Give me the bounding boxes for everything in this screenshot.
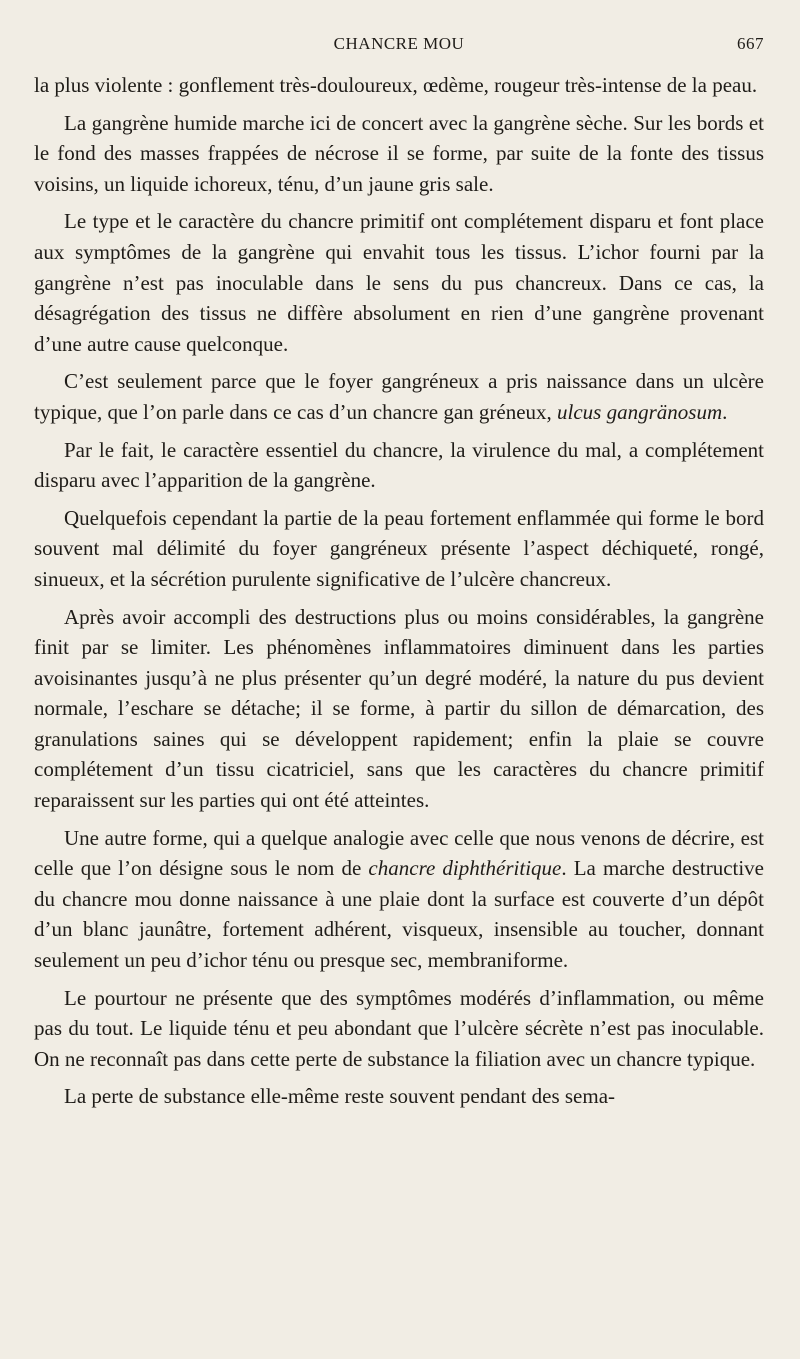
paragraph <box>34 823 764 976</box>
text-run: Après avoir accompli des destructions plus ou moins considérables, la gangrène finit par se limiter. Les phénomènes inflammatoires diminuent dans les parties avoisinantes jusqu’à ne plus présenter qu’un degré modéré, la nature du pus devient normale, l’eschare se détache; il se forme, à partir du sillon de démarcation, des granulations saines qui se développent rapidement; enfin la plaie se couvre complétement d’un tissu cicatriciel, sans que les caractères du chancre primitif reparaissent sur les parties qui ont été atteintes. <box>34 604 764 813</box>
running-head <box>34 26 764 60</box>
paragraph <box>34 108 764 200</box>
text-run: . <box>722 399 728 424</box>
paragraph <box>34 1081 764 1112</box>
paragraph <box>34 435 764 496</box>
text-run: Le pourtour ne présente que des symptômes modérés d’inflammation, ou même pas du tout. Le liquide ténu et peu abondant que l’ulcère sécrète n’est pas inoculable. On ne reconnaît pas dans cette perte de substance la filiation avec un chancre typique. <box>34 985 764 1071</box>
text-run: Quelquefois cependant la partie de la peau fortement enflammée qui forme le bord souvent mal délimité du foyer gangréneux présente l’aspect déchiqueté, rongé, sinueux, et la sécrétion purulente significative de l’ulcère chancreux. <box>34 505 764 591</box>
text-run: Le type et le caractère du chancre primitif ont complétement disparu et font place aux symptômes de la gangrène qui envahit tous les tissus. L’ichor fourni par la gangrène n’est pas inoculable dans le sens du pus chancreux. Dans ce cas, la désagrégation des tissus ne diffère absolument en rien d’une gangrène provenant d’une autre cause quelconque. <box>34 209 764 356</box>
italic-term: chancre diphthéritique <box>368 856 562 881</box>
running-title: CHANCRE MOU <box>333 34 465 53</box>
body-text <box>34 70 764 1112</box>
text-run: C’est seulement parce que le foyer gangréneux a pris naissance dans un ulcère typique, que l’on parle dans ce cas d’un chancre gan gréneux, <box>34 369 764 424</box>
paragraph <box>34 70 764 101</box>
paragraph <box>34 503 764 595</box>
text-run: . La marche destructive du chancre mou donne naissance à une plaie dont la surface est couverte d’un dépôt d’un blanc jaunâtre, fortement adhérent, visqueux, insensible au toucher, donnant seulement un peu d’ichor ténu ou presque sec, membraniforme. <box>34 856 765 973</box>
paragraph <box>34 366 764 427</box>
paragraph <box>34 983 764 1075</box>
text-run: La gangrène humide marche ici de concert avec la gangrène sèche. Sur les bords et le fond des masses frappées de nécrose il se forme, par suite de la fonte des tissus voisins, un liquide ichoreux, ténu, d’un jaune gris sale. <box>34 110 764 196</box>
text-run: la plus violente : gonflement très-douloureux, œdème, rougeur très-intense de la peau. <box>34 73 758 97</box>
paragraph <box>34 206 764 359</box>
text-run: Une autre forme, qui a quelque analogie avec celle que nous venons de décrire, est celle que l’on désigne sous le nom de <box>34 825 764 881</box>
text-run: La perte de substance elle-même reste souvent pendant des sema- <box>64 1084 616 1109</box>
italic-term: ulcus gangränosum <box>557 399 723 424</box>
text-run: Par le fait, le caractère essentiel du chancre, la virulence du mal, a complétement disparu avec l’apparition de la gangrène. <box>34 437 764 493</box>
paragraph <box>34 602 764 816</box>
page-number: 667 <box>737 34 764 53</box>
